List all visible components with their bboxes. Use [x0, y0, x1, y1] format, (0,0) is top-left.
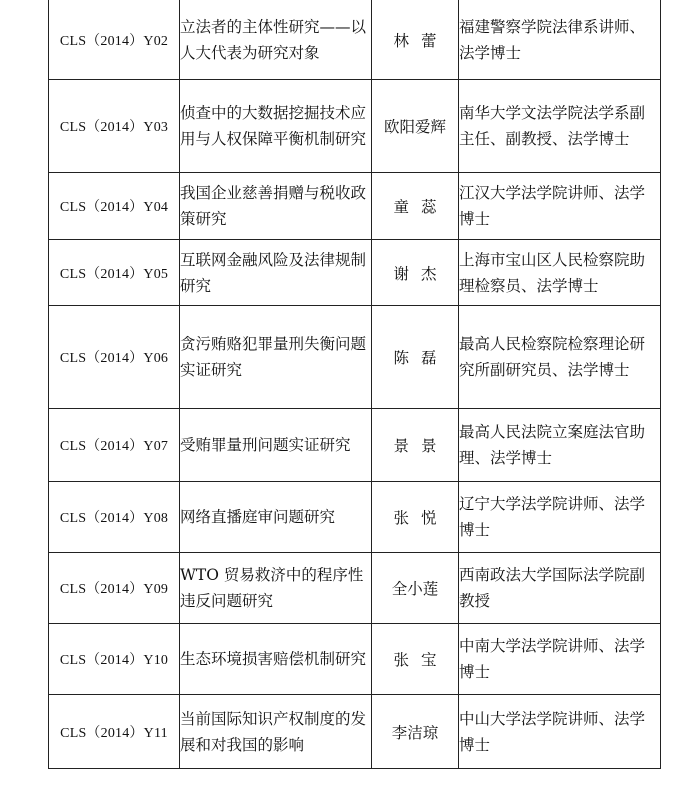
project-title: 网络直播庭审问题研究: [180, 482, 372, 553]
researcher-name: 童蕊: [372, 173, 459, 240]
table-row: [49, 0, 661, 80]
researcher-name: 谢杰: [372, 240, 459, 306]
project-title: 当前国际知识产权制度的发展和对我国的影响: [180, 695, 372, 769]
project-id: CLS（2014）Y04: [49, 173, 180, 240]
project-title: 侦查中的大数据挖掘技术应用与人权保障平衡机制研究: [180, 80, 372, 173]
project-title: 互联网金融风险及法律规制研究: [180, 240, 372, 306]
project-title: 受贿罪量刑问题实证研究: [180, 409, 372, 482]
project-id: CLS（2014）Y03: [49, 80, 180, 173]
project-id: CLS（2014）Y09: [49, 553, 180, 624]
researcher-name: 全小莲: [372, 553, 459, 624]
researcher-affiliation: 西南政法大学国际法学院副教授: [459, 553, 661, 624]
researcher-name: 李洁琼: [372, 695, 459, 769]
researcher-name: 张悦: [372, 482, 459, 553]
table-row: [49, 240, 661, 306]
researcher-affiliation: 上海市宝山区人民检察院助理检察员、法学博士: [459, 240, 661, 306]
researcher-affiliation: 中山大学法学院讲师、法学博士: [459, 695, 661, 769]
project-table: [48, 0, 661, 769]
table-row: [49, 553, 661, 624]
table-row: [49, 173, 661, 240]
project-id: CLS（2014）Y11: [49, 695, 180, 769]
project-title: 我国企业慈善捐赠与税收政策研究: [180, 173, 372, 240]
researcher-name: 陈磊: [372, 306, 459, 409]
researcher-name: 张宝: [372, 624, 459, 695]
project-id: CLS（2014）Y10: [49, 624, 180, 695]
researcher-name: 景景: [372, 409, 459, 482]
researcher-affiliation: 福建警察学院法律系讲师、法学博士: [459, 0, 661, 80]
researcher-affiliation: 南华大学文法学院法学系副主任、副教授、法学博士: [459, 80, 661, 173]
researcher-name: 林蕾: [372, 0, 459, 80]
project-title: WTO 贸易救济中的程序性违反问题研究: [180, 553, 372, 624]
project-title: 贪污贿赂犯罪量刑失衡问题实证研究: [180, 306, 372, 409]
researcher-name: 欧阳爱辉: [372, 80, 459, 173]
project-title: 生态环境损害赔偿机制研究: [180, 624, 372, 695]
project-id: CLS（2014）Y05: [49, 240, 180, 306]
table-row: [49, 624, 661, 695]
project-id: CLS（2014）Y06: [49, 306, 180, 409]
project-id: CLS（2014）Y07: [49, 409, 180, 482]
project-title: 立法者的主体性研究——以人大代表为研究对象: [180, 0, 372, 80]
researcher-affiliation: 辽宁大学法学院讲师、法学博士: [459, 482, 661, 553]
researcher-affiliation: 中南大学法学院讲师、法学博士: [459, 624, 661, 695]
project-id: CLS（2014）Y02: [49, 0, 180, 80]
table-row: [49, 409, 661, 482]
table-row: [49, 306, 661, 409]
researcher-affiliation: 江汉大学法学院讲师、法学博士: [459, 173, 661, 240]
researcher-affiliation: 最高人民法院立案庭法官助理、法学博士: [459, 409, 661, 482]
project-id: CLS（2014）Y08: [49, 482, 180, 553]
table-row: [49, 80, 661, 173]
researcher-affiliation: 最高人民检察院检察理论研究所副研究员、法学博士: [459, 306, 661, 409]
table-row: [49, 482, 661, 553]
table-row: [49, 695, 661, 769]
